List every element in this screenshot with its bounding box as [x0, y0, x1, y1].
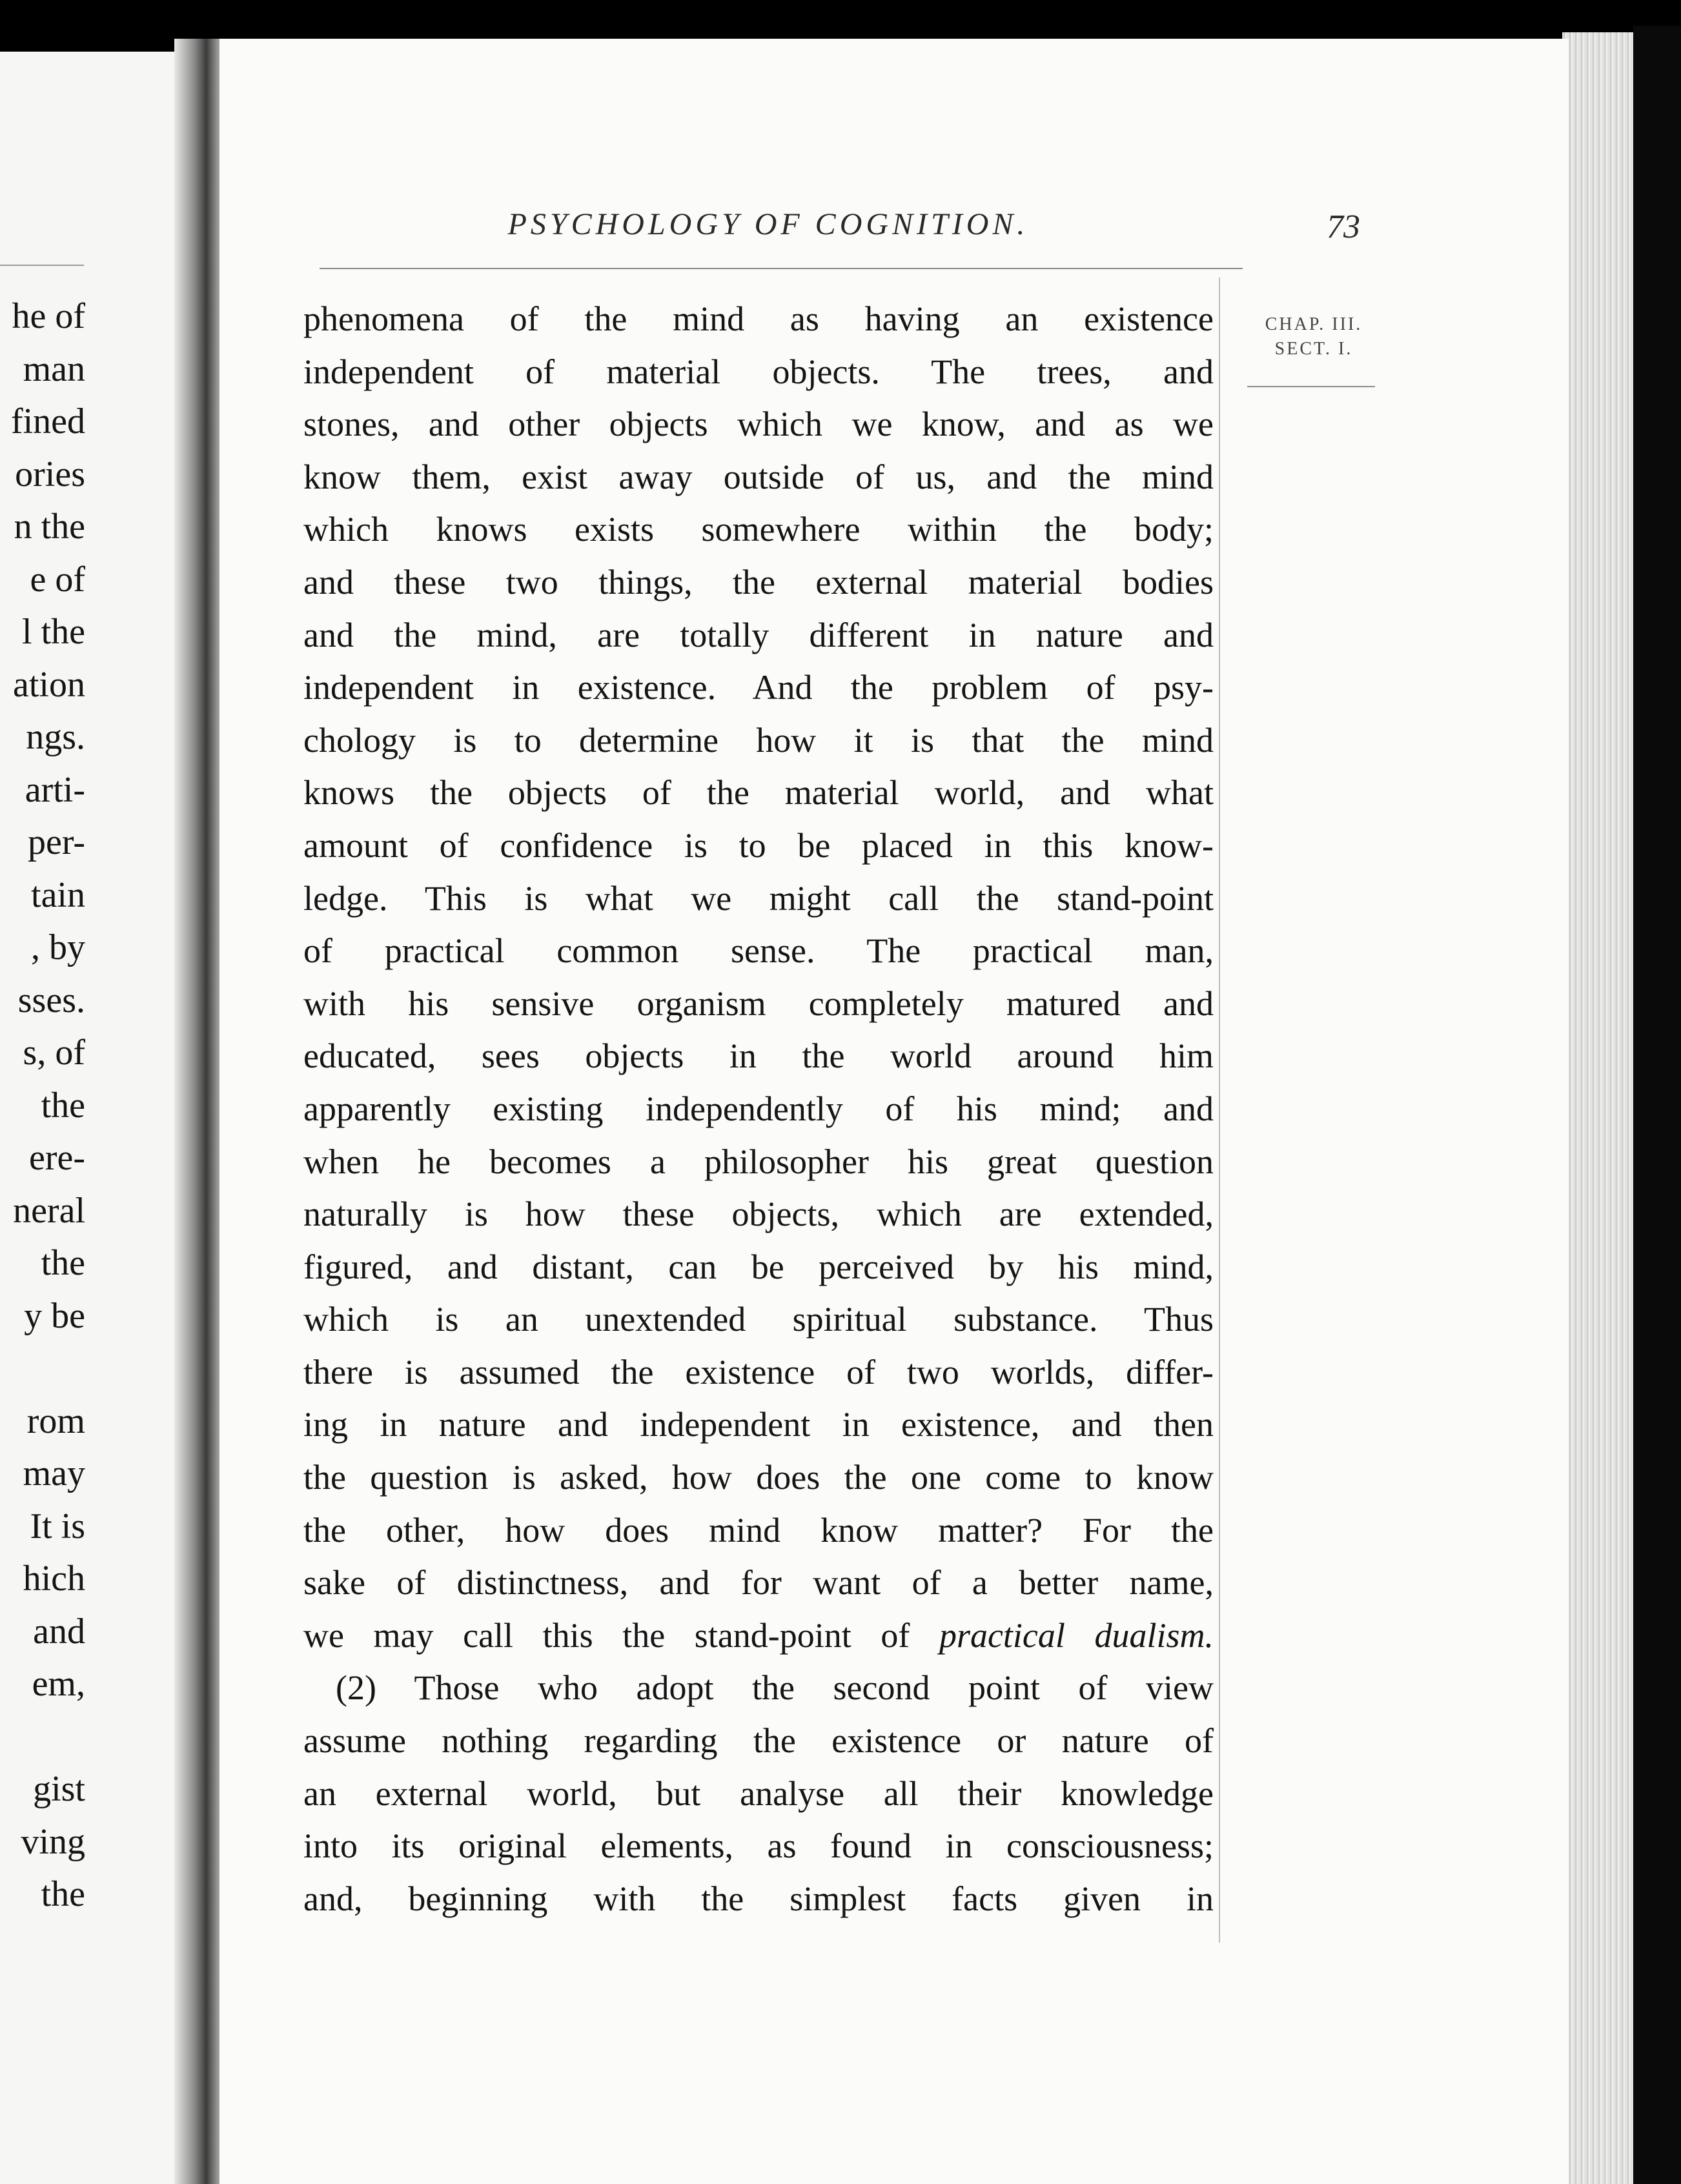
chapter-section-note	[1249, 312, 1378, 361]
margin-rule	[1219, 278, 1220, 1943]
text-line: assume nothing regarding the existence or nature of	[303, 1721, 1214, 1761]
text-line: and these two things, the external material bodies	[303, 562, 1214, 602]
left-page-line: the	[41, 1874, 85, 1914]
left-page-line: gist	[33, 1769, 85, 1809]
text-line-with-italic	[303, 1610, 1214, 1663]
text-line: (2) Those who adopt the second point of view	[336, 1668, 1214, 1708]
left-facing-page	[0, 52, 200, 2184]
left-page-line: ving	[21, 1821, 85, 1862]
text-line: ing in nature and independent in existence, and then	[303, 1405, 1214, 1444]
text-line: into its original elements, as found in consciousness;	[303, 1826, 1214, 1866]
text-line: phenomena of the mind as having an existence	[303, 299, 1214, 338]
left-page-line: and	[33, 1611, 85, 1652]
text-line: with his sensive organism completely matured and	[303, 984, 1214, 1023]
chapter-label: CHAP. III.	[1265, 314, 1363, 334]
left-page-line: man	[23, 349, 85, 389]
left-page-line: sses.	[17, 980, 85, 1020]
left-page-line: e of	[30, 559, 85, 600]
left-page-line: hich	[23, 1559, 85, 1599]
left-page-line: he of	[12, 296, 85, 336]
text-line: independent in existence. And the problem of psy-	[303, 668, 1214, 707]
text-line: and, beginning with the simplest facts given in	[303, 1879, 1214, 1918]
left-page-line: tain	[31, 875, 85, 915]
left-page-line: n the	[14, 507, 85, 547]
text-line: chology is to determine how it is that the mind	[303, 720, 1214, 760]
side-note-rule	[1247, 386, 1375, 387]
left-page-line: the	[41, 1085, 85, 1126]
left-page-line: neral	[13, 1190, 85, 1231]
left-page-line: may	[23, 1453, 85, 1493]
left-page-head-rule	[0, 265, 84, 266]
text-line: apparently existing independently of his mind; and	[303, 1089, 1214, 1128]
text-line: figured, and distant, can be perceived by his mind,	[303, 1247, 1214, 1286]
head-rule	[320, 268, 1243, 269]
text-line: naturally is how these objects, which are extended,	[303, 1195, 1214, 1234]
text-line: stones, and other objects which we know, and as we	[303, 405, 1214, 444]
left-page-line: per-	[27, 822, 85, 862]
left-page-line: the	[41, 1243, 85, 1283]
left-page-line: rom	[26, 1400, 85, 1441]
left-page-line: arti-	[25, 769, 85, 810]
left-page-line: ories	[15, 454, 85, 494]
left-page-line: It is	[30, 1506, 85, 1546]
text-line: of practical common sense. The practical man,	[303, 931, 1214, 971]
text-line: ledge. This is what we might call the stand-point	[303, 878, 1214, 918]
text-line: sake of distinctness, and for want of a better name,	[303, 1563, 1214, 1603]
left-page-line: ngs.	[26, 717, 85, 757]
left-page-line: , by	[31, 927, 85, 967]
italic-term: practical dualism.	[939, 1615, 1214, 1655]
text-line: an external world, but analyse all their knowledge	[303, 1774, 1214, 1813]
text-line: the question is asked, how does the one come to know	[303, 1458, 1214, 1497]
text-line: there is assumed the existence of two worlds, differ-	[303, 1352, 1214, 1391]
text-line: which is an unextended spiritual substance. Thus	[303, 1300, 1214, 1339]
left-page-line: fined	[10, 401, 85, 441]
left-page-line	[0, 1711, 85, 1764]
body-text	[303, 293, 1214, 1925]
text-line: independent of material objects. The trees, and	[303, 352, 1214, 391]
left-page-line	[0, 1342, 85, 1395]
text-line: the other, how does mind know matter? For the	[303, 1510, 1214, 1550]
left-page-line: ere-	[28, 1138, 85, 1178]
text-line: educated, sees objects in the world around him	[303, 1036, 1214, 1076]
left-page-line: s, of	[23, 1033, 85, 1073]
text-line: amount of confidence is to be placed in this know-	[303, 825, 1214, 865]
text-line: when he becomes a philosopher his great question	[303, 1142, 1214, 1181]
running-head-title: PSYCHOLOGY OF COGNITION.	[507, 207, 1029, 241]
text-line: and the mind, are totally different in nature and	[303, 615, 1214, 654]
left-page-line: ation	[13, 664, 85, 705]
left-page-line: l the	[22, 612, 85, 652]
left-page-line: y be	[24, 1295, 85, 1336]
text-line: which knows exists somewhere within the body;	[303, 510, 1214, 549]
text-line: knows the objects of the material world, and what	[303, 773, 1214, 813]
left-page-line: em,	[32, 1664, 85, 1704]
text-line: know them, exist away outside of us, and the mind	[303, 457, 1214, 496]
page-edges-shadow	[1633, 26, 1681, 2184]
section-label: SECT. I.	[1274, 339, 1353, 359]
text-line-prefix: we may call this the stand-point of	[303, 1615, 939, 1655]
page-number: 73	[1327, 208, 1360, 245]
left-page-text	[0, 290, 85, 1921]
page-edges	[1562, 32, 1640, 2184]
